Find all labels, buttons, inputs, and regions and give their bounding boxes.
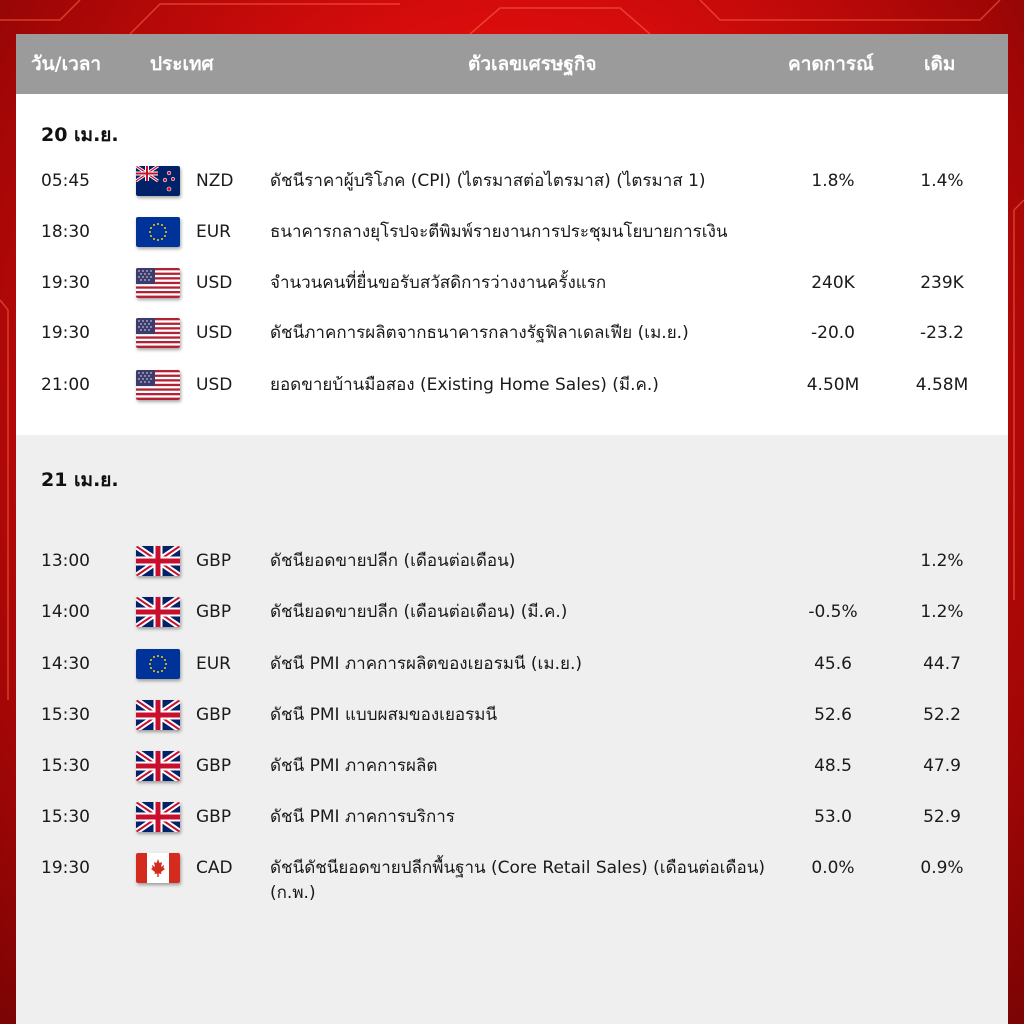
table-row (16, 698, 1008, 738)
currency-code: USD (196, 375, 233, 395)
header-indicator: ตัวเลขเศรษฐกิจ (468, 53, 597, 75)
uk-flag-icon (136, 700, 180, 730)
table-row (16, 266, 1008, 306)
table-header (16, 34, 1008, 94)
currency-code: GBP (196, 756, 232, 776)
indicator-name: ดัชนียอดขายปลีก (เดือนต่อเดือน) (270, 551, 516, 571)
forecast-value: 48.5 (814, 756, 852, 776)
event-time: 18:30 (41, 222, 90, 242)
table-row (16, 544, 1008, 584)
previous-value: 44.7 (923, 654, 961, 674)
header-forecast: คาดการณ์ (788, 53, 874, 75)
table-row (16, 368, 1008, 408)
indicator-name: ดัชนี PMI ภาคการผลิตของเยอรมนี (เม.ย.) (270, 654, 582, 674)
event-time: 19:30 (41, 323, 90, 343)
table-row (16, 164, 1008, 204)
indicator-name: ธนาคารกลางยุโรปจะตีพิมพ์รายงานการประชุมนโยบายการเงิน (270, 222, 728, 242)
event-time: 15:30 (41, 807, 90, 827)
forecast-value: 52.6 (814, 705, 852, 725)
forecast-value: 4.50M (806, 375, 860, 395)
ca-flag-icon (136, 853, 180, 883)
uk-flag-icon (136, 751, 180, 781)
currency-code: USD (196, 323, 233, 343)
indicator-name: ดัชนี PMI ภาคการผลิต (270, 756, 438, 776)
forecast-value: 53.0 (814, 807, 852, 827)
event-time: 05:45 (41, 171, 90, 191)
event-time: 19:30 (41, 858, 90, 878)
forecast-value: 240K (811, 273, 855, 293)
currency-code: USD (196, 273, 233, 293)
previous-value: 47.9 (923, 756, 961, 776)
currency-code: GBP (196, 602, 232, 622)
header-datetime: วัน/เวลา (31, 53, 102, 75)
uk-flag-icon (136, 597, 180, 627)
table-row (16, 800, 1008, 840)
event-time: 15:30 (41, 756, 90, 776)
table-row (16, 851, 1008, 903)
forecast-value: -0.5% (808, 602, 858, 622)
header-country: ประเทศ (150, 53, 214, 75)
eu-flag-icon (136, 649, 180, 679)
previous-value: 1.2% (920, 551, 964, 571)
indicator-name: ดัชนีราคาผู้บริโภค (CPI) (ไตรมาสต่อไตรมาส) (ไตรมาส 1) (270, 171, 706, 191)
nz-flag-icon (136, 166, 180, 196)
header-previous: เดิม (924, 53, 956, 75)
us-flag-icon (136, 268, 180, 298)
day-section-2 (16, 435, 1008, 1024)
day-section-1 (16, 94, 1008, 435)
indicator-name: จำนวนคนที่ยื่นขอรับสวัสดิการว่างงานครั้งแรก (270, 273, 607, 293)
currency-code: GBP (196, 551, 232, 571)
indicator-name: ดัชนีดัชนียอดขายปลีกพื้นฐาน (Core Retail Sales) (เดือนต่อเดือน) (ก.พ.) (270, 858, 766, 903)
currency-code: CAD (196, 858, 233, 878)
us-flag-icon (136, 370, 180, 400)
section-date: 21 เม.ย. (41, 469, 119, 491)
table-row (16, 595, 1008, 635)
indicator-name: ดัชนี PMI แบบผสมของเยอรมนี (270, 705, 498, 725)
table-row (16, 749, 1008, 789)
table-row (16, 316, 1008, 356)
section-date: 20 เม.ย. (41, 124, 119, 146)
indicator-name: ดัชนียอดขายปลีก (เดือนต่อเดือน) (มี.ค.) (270, 602, 568, 622)
previous-value: 239K (920, 273, 964, 293)
event-time: 19:30 (41, 273, 90, 293)
currency-code: GBP (196, 807, 232, 827)
indicator-name: ดัชนี PMI ภาคการบริการ (270, 807, 455, 827)
currency-code: NZD (196, 171, 234, 191)
currency-code: EUR (196, 222, 231, 242)
uk-flag-icon (136, 802, 180, 832)
event-time: 14:00 (41, 602, 90, 622)
previous-value: 52.2 (923, 705, 961, 725)
uk-flag-icon (136, 546, 180, 576)
previous-value: 4.58M (915, 375, 969, 395)
indicator-name: ยอดขายบ้านมือสอง (Existing Home Sales) (มี.ค.) (270, 375, 659, 395)
event-time: 14:30 (41, 654, 90, 674)
forecast-value: 1.8% (811, 171, 855, 191)
currency-code: GBP (196, 705, 232, 725)
us-flag-icon (136, 318, 180, 348)
forecast-value: 45.6 (814, 654, 852, 674)
currency-code: EUR (196, 654, 231, 674)
previous-value: -23.2 (920, 323, 964, 343)
economic-calendar-panel (16, 34, 1008, 1024)
event-time: 13:00 (41, 551, 90, 571)
table-row (16, 647, 1008, 687)
event-time: 21:00 (41, 375, 90, 395)
previous-value: 52.9 (923, 807, 961, 827)
table-row (16, 215, 1008, 255)
event-time: 15:30 (41, 705, 90, 725)
previous-value: 0.9% (920, 858, 964, 878)
eu-flag-icon (136, 217, 180, 247)
previous-value: 1.2% (920, 602, 964, 622)
indicator-name: ดัชนีภาคการผลิตจากธนาคารกลางรัฐฟิลาเดลเฟีย (เม.ย.) (270, 323, 689, 343)
previous-value: 1.4% (920, 171, 964, 191)
forecast-value: 0.0% (811, 858, 855, 878)
forecast-value: -20.0 (811, 323, 855, 343)
